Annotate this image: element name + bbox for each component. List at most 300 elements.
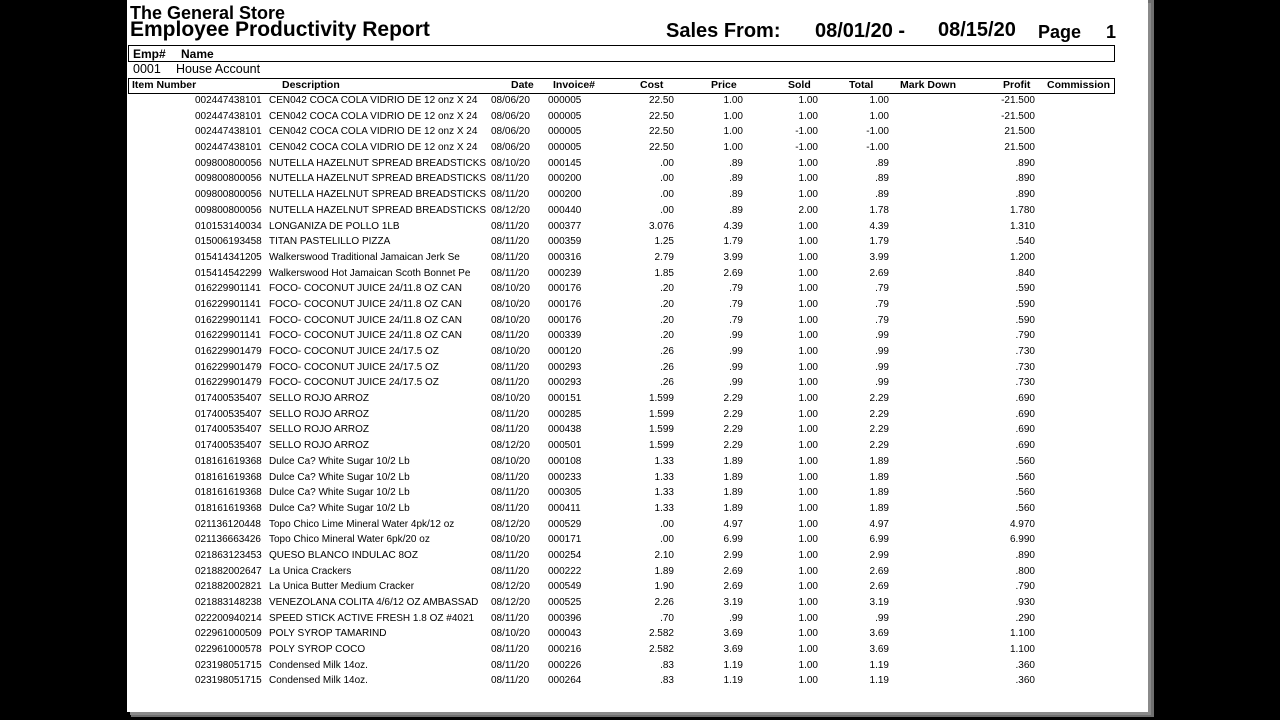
table-row — [127, 393, 1148, 409]
cell-item-number: 016229901479 — [195, 361, 262, 373]
cell-item-number: 018161619368 — [195, 502, 262, 514]
cell-description: Condensed Milk 14oz. — [269, 659, 368, 671]
cell-price: .99 — [729, 346, 743, 357]
cell-cost: .00 — [660, 157, 674, 169]
cell-cost: 22.50 — [648, 142, 674, 154]
cell-item-number: 021136120448 — [195, 518, 261, 530]
cell-description: FOCO- COCONUT JUICE 24/17.5 OZ — [269, 377, 439, 389]
cell-price: .99 — [729, 361, 743, 373]
cell-item-number: 002447438101 — [195, 142, 262, 154]
cell-item-number: 023198051715 — [195, 659, 262, 671]
cell-sold: 1.00 — [798, 267, 818, 279]
cell-profit: -21.500 — [1001, 95, 1035, 106]
cell-description: Dulce Ca? White Sugar 10/2 Lb — [269, 487, 410, 499]
table-row — [127, 299, 1148, 315]
cell-price: 1.79 — [723, 236, 743, 248]
cell-cost: 3.076 — [648, 220, 674, 232]
cell-total: .99 — [875, 377, 889, 389]
cell-cost: 1.599 — [648, 424, 674, 436]
cell-sold: 1.00 — [798, 424, 818, 436]
cell-total: 6.99 — [869, 534, 889, 546]
cell-price: .89 — [729, 173, 743, 185]
cell-invoice: 000293 — [548, 361, 582, 373]
cell-item-number: 021882002821 — [195, 581, 262, 593]
cell-description: SELLO ROJO ARROZ — [269, 393, 370, 405]
cell-item-number: 016229901141 — [195, 330, 261, 342]
cell-price: 1.89 — [723, 502, 743, 514]
cell-cost: 1.89 — [654, 565, 674, 577]
cell-item-number: 021882002647 — [195, 565, 262, 577]
cell-invoice: 000005 — [548, 142, 582, 154]
cell-item-number: 002447438101 — [195, 110, 262, 122]
emp-name-label: Name — [181, 47, 214, 61]
cell-date: 08/11/20 — [491, 502, 530, 514]
cell-item-number: 017400535407 — [195, 440, 262, 452]
table-row — [127, 566, 1148, 582]
cell-total: .99 — [875, 612, 889, 624]
cell-item-number: 009800800056 — [195, 173, 262, 185]
cell-item-number: 016229901479 — [195, 346, 262, 357]
cell-total: 1.89 — [869, 487, 889, 499]
cell-description: NUTELLA HAZELNUT SPREAD BREADSTICKS — [269, 204, 487, 216]
table-row — [127, 409, 1148, 425]
cell-profit: .360 — [1015, 675, 1035, 687]
cell-item-number: 021863123453 — [195, 549, 262, 561]
cell-price: 3.69 — [723, 628, 743, 640]
cell-price: 2.29 — [723, 440, 743, 452]
cell-sold: 1.00 — [798, 173, 818, 185]
cell-date: 08/12/20 — [491, 581, 530, 593]
table-row — [127, 315, 1148, 331]
cell-cost: 1.85 — [654, 267, 674, 279]
cell-total: .79 — [875, 298, 889, 310]
cell-price: 1.89 — [723, 455, 743, 467]
col-description: Description — [282, 79, 340, 91]
cell-item-number: 016229901141 — [195, 283, 261, 295]
cell-date: 08/11/20 — [491, 408, 530, 420]
table-row — [127, 221, 1148, 237]
cell-date: 08/11/20 — [491, 565, 530, 577]
cell-profit: 6.990 — [1009, 534, 1035, 546]
table-row — [127, 205, 1148, 221]
table-row — [127, 268, 1148, 284]
table-row — [127, 283, 1148, 299]
cell-description: QUESO BLANCO INDULAC 8OZ — [269, 549, 418, 561]
table-row — [127, 95, 1148, 111]
cell-sold: 1.00 — [798, 518, 818, 530]
cell-invoice: 000411 — [548, 502, 581, 514]
cell-invoice: 000171 — [548, 534, 582, 546]
cell-price: 4.97 — [723, 518, 743, 530]
cell-description: Dulce Ca? White Sugar 10/2 Lb — [269, 502, 410, 514]
cell-description: FOCO- COCONUT JUICE 24/11.8 OZ CAN — [269, 283, 462, 295]
cell-invoice: 000549 — [548, 581, 582, 593]
cell-cost: .20 — [660, 283, 674, 295]
cell-description: Topo Chico Lime Mineral Water 4pk/12 oz — [269, 518, 455, 530]
cell-sold: 1.00 — [798, 314, 818, 326]
cell-cost: .26 — [660, 346, 674, 357]
cell-cost: 22.50 — [648, 95, 674, 106]
cell-sold: 1.00 — [798, 361, 818, 373]
cell-sold: 1.00 — [798, 487, 818, 499]
cell-cost: 2.26 — [654, 597, 674, 608]
cell-price: 1.00 — [723, 126, 743, 138]
cell-description: CEN042 COCA COLA VIDRIO DE 12 onz X 24 — [269, 142, 478, 154]
cell-date: 08/11/20 — [491, 236, 530, 248]
cell-total: .79 — [875, 314, 889, 326]
cell-profit: 1.100 — [1009, 644, 1035, 656]
cell-price: .89 — [729, 189, 743, 201]
cell-cost: 2.582 — [648, 644, 674, 656]
cell-date: 08/11/20 — [491, 675, 530, 687]
cell-total: 2.69 — [869, 267, 889, 279]
cell-item-number: 022961000509 — [195, 628, 262, 640]
cell-cost: 1.599 — [648, 393, 674, 405]
employee-number: 0001 — [133, 62, 161, 76]
table-row — [127, 487, 1148, 503]
cell-date: 08/10/20 — [491, 393, 530, 405]
cell-date: 08/11/20 — [491, 487, 530, 499]
table-row — [127, 472, 1148, 488]
cell-total: .99 — [875, 346, 889, 357]
cell-invoice: 000145 — [548, 157, 582, 169]
table-row — [127, 142, 1148, 158]
cell-date: 08/10/20 — [491, 346, 530, 357]
cell-description: CEN042 COCA COLA VIDRIO DE 12 onz X 24 — [269, 126, 478, 138]
cell-price: .99 — [729, 330, 743, 342]
cell-item-number: 015414542299 — [195, 267, 262, 279]
cell-profit: .790 — [1015, 581, 1035, 593]
cell-invoice: 000200 — [548, 173, 582, 185]
page-shadow-bottom — [131, 712, 1154, 717]
cell-description: Walkerswood Traditional Jamaican Jerk Se — [269, 251, 460, 263]
cell-total: 4.97 — [869, 518, 889, 530]
table-row — [127, 519, 1148, 535]
table-row — [127, 173, 1148, 189]
cell-cost: .00 — [660, 189, 674, 201]
cell-cost: .83 — [660, 675, 674, 687]
cell-sold: 1.00 — [798, 628, 818, 640]
cell-total: 3.69 — [869, 628, 889, 640]
cell-description: Dulce Ca? White Sugar 10/2 Lb — [269, 471, 410, 483]
cell-sold: 1.00 — [798, 644, 818, 656]
table-row — [127, 581, 1148, 597]
cell-sold: 1.00 — [798, 597, 818, 608]
cell-description: FOCO- COCONUT JUICE 24/17.5 OZ — [269, 346, 439, 357]
cell-profit: .730 — [1015, 361, 1035, 373]
cell-sold: 1.00 — [798, 565, 818, 577]
table-row — [127, 550, 1148, 566]
cell-description: SELLO ROJO ARROZ — [269, 424, 370, 436]
report-title: Employee Productivity Report — [130, 18, 430, 41]
cell-price: 1.19 — [723, 675, 743, 687]
table-row — [127, 377, 1148, 393]
cell-profit: .560 — [1015, 502, 1035, 514]
cell-total: .99 — [875, 330, 889, 342]
cell-profit: .560 — [1015, 487, 1035, 499]
table-row — [127, 644, 1148, 660]
cell-cost: 1.90 — [654, 581, 674, 593]
cell-invoice: 000316 — [548, 251, 582, 263]
cell-total: 2.29 — [869, 424, 889, 436]
cell-item-number: 022200940214 — [195, 612, 262, 624]
table-row — [127, 534, 1148, 550]
cell-total: 3.69 — [869, 644, 889, 656]
cell-price: .99 — [729, 377, 743, 389]
emp-number-label: Emp# — [133, 47, 166, 61]
page-label: Page — [1038, 22, 1082, 42]
cell-invoice: 000226 — [548, 659, 582, 671]
cell-date: 08/11/20 — [491, 644, 530, 656]
cell-description: SELLO ROJO ARROZ — [269, 408, 370, 420]
cell-profit: .890 — [1015, 157, 1035, 169]
table-row — [127, 440, 1148, 456]
cell-sold: 1.00 — [798, 534, 818, 546]
cell-profit: .690 — [1015, 424, 1035, 436]
page-shadow-right — [1148, 0, 1154, 716]
cell-date: 08/10/20 — [491, 628, 530, 640]
col-sold: Sold — [788, 79, 811, 91]
cell-item-number: 009800800056 — [195, 189, 262, 201]
cell-total: -1.00 — [866, 126, 889, 138]
store-name: The General Store — [130, 3, 286, 23]
cell-price: 2.69 — [723, 565, 743, 577]
cell-item-number: 009800800056 — [195, 204, 262, 216]
cell-description: Walkerswood Hot Jamaican Scoth Bonnet Pe — [269, 267, 471, 279]
cell-profit: 1.100 — [1009, 628, 1035, 640]
cell-sold: 2.00 — [798, 204, 818, 216]
cell-date: 08/12/20 — [491, 597, 530, 608]
cell-sold: 1.00 — [798, 659, 818, 671]
cell-total: 2.69 — [869, 581, 889, 593]
cell-total: .89 — [875, 173, 889, 185]
cell-profit: .590 — [1015, 298, 1035, 310]
cell-description: La Unica Butter Medium Cracker — [269, 581, 415, 593]
cell-profit: .690 — [1015, 408, 1035, 420]
cell-price: 2.29 — [723, 408, 743, 420]
cell-cost: .00 — [660, 534, 674, 546]
cell-item-number: 018161619368 — [195, 471, 262, 483]
cell-profit: .290 — [1015, 612, 1035, 624]
cell-price: 3.99 — [723, 251, 743, 263]
employee-name: House Account — [176, 62, 261, 76]
cell-total: .89 — [875, 189, 889, 201]
cell-sold: 1.00 — [798, 549, 818, 561]
cell-total: 2.29 — [869, 393, 889, 405]
cell-profit: .560 — [1015, 471, 1035, 483]
cell-item-number: 017400535407 — [195, 424, 262, 436]
cell-description: LONGANIZA DE POLLO 1LB — [269, 220, 400, 232]
cell-cost: 22.50 — [648, 126, 674, 138]
cell-date: 08/10/20 — [491, 455, 530, 467]
table-row — [127, 424, 1148, 440]
cell-profit: 21.500 — [1004, 142, 1035, 154]
table-row — [127, 597, 1148, 613]
cell-cost: 22.50 — [648, 110, 674, 122]
page-number: 1 — [1106, 22, 1117, 42]
cell-sold: 1.00 — [798, 455, 818, 467]
cell-cost: 2.582 — [648, 628, 674, 640]
cell-date: 08/11/20 — [491, 424, 530, 436]
cell-invoice: 000359 — [548, 236, 582, 248]
table-row — [127, 675, 1148, 691]
cell-sold: 1.00 — [798, 236, 818, 248]
cell-sold: 1.00 — [798, 581, 818, 593]
cell-description: Dulce Ca? White Sugar 10/2 Lb — [269, 455, 410, 467]
cell-total: 1.78 — [869, 204, 889, 216]
table-row — [127, 252, 1148, 268]
cell-cost: 1.599 — [648, 408, 674, 420]
cell-profit: 4.970 — [1009, 518, 1035, 530]
cell-profit: 21.500 — [1004, 126, 1035, 138]
cell-profit: .930 — [1015, 597, 1035, 608]
cell-item-number: 018161619368 — [195, 487, 262, 499]
date-to: 08/15/20 — [938, 19, 1016, 41]
cell-price: 3.19 — [723, 597, 743, 608]
cell-sold: 1.00 — [798, 377, 818, 389]
cell-cost: .00 — [660, 518, 674, 530]
cell-item-number: 009800800056 — [195, 157, 262, 169]
cell-price: 2.29 — [723, 424, 743, 436]
cell-invoice: 000377 — [548, 220, 582, 232]
cell-profit: .690 — [1015, 440, 1035, 452]
cell-total: 3.99 — [869, 251, 889, 263]
cell-price: 1.00 — [723, 95, 743, 106]
cell-date: 08/06/20 — [491, 110, 530, 122]
cell-invoice: 000120 — [548, 346, 582, 357]
cell-profit: .590 — [1015, 314, 1035, 326]
sales-from-label: Sales From: — [666, 20, 781, 42]
cell-price: .99 — [729, 612, 743, 624]
cell-invoice: 000529 — [548, 518, 582, 530]
cell-description: NUTELLA HAZELNUT SPREAD BREADSTICKS — [269, 173, 487, 185]
cell-total: 4.39 — [869, 220, 889, 232]
cell-total: 1.89 — [869, 455, 889, 467]
cell-profit: 1.200 — [1009, 251, 1035, 263]
cell-cost: 1.25 — [654, 236, 674, 248]
cell-total: .99 — [875, 361, 889, 373]
cell-item-number: 010153140034 — [195, 220, 262, 232]
col-invoice: Invoice# — [553, 79, 596, 91]
employee-header-divider — [128, 61, 1114, 62]
cell-invoice: 000216 — [548, 644, 582, 656]
cell-total: 1.79 — [869, 236, 889, 248]
cell-invoice: 000151 — [548, 393, 582, 405]
cell-item-number: 021883148238 — [195, 597, 262, 608]
cell-description: SELLO ROJO ARROZ — [269, 440, 370, 452]
cell-invoice: 000222 — [548, 565, 582, 577]
table-row — [127, 330, 1148, 346]
cell-price: 4.39 — [723, 220, 743, 232]
cell-invoice: 000005 — [548, 126, 582, 138]
cell-sold: 1.00 — [798, 189, 818, 201]
cell-profit: .360 — [1015, 659, 1035, 671]
table-row — [127, 346, 1148, 362]
table-row — [127, 362, 1148, 378]
cell-item-number: 015006193458 — [195, 236, 262, 248]
table-row — [127, 111, 1148, 127]
cell-item-number: 016229901479 — [195, 377, 262, 389]
cell-invoice: 000200 — [548, 189, 582, 201]
cell-profit: .890 — [1015, 173, 1035, 185]
cell-date: 08/11/20 — [491, 251, 530, 263]
cell-description: POLY SYROP TAMARIND — [269, 628, 387, 640]
employee-header — [128, 45, 1115, 62]
cell-price: .79 — [729, 298, 743, 310]
cell-cost: 2.79 — [654, 251, 674, 263]
cell-description: FOCO- COCONUT JUICE 24/17.5 OZ — [269, 361, 439, 373]
column-headers — [128, 78, 1115, 94]
cell-invoice: 000176 — [548, 298, 582, 310]
cell-sold: 1.00 — [798, 408, 818, 420]
cell-price: 1.89 — [723, 471, 743, 483]
cell-invoice: 000264 — [548, 675, 582, 687]
cell-invoice: 000525 — [548, 597, 582, 608]
cell-price: 2.69 — [723, 581, 743, 593]
cell-description: FOCO- COCONUT JUICE 24/11.8 OZ CAN — [269, 330, 462, 342]
report-rows — [127, 95, 1148, 691]
cell-total: 1.19 — [869, 675, 889, 687]
cell-cost: .26 — [660, 361, 674, 373]
cell-cost: .00 — [660, 204, 674, 216]
cell-sold: 1.00 — [798, 251, 818, 263]
cell-date: 08/11/20 — [491, 189, 530, 201]
cell-cost: 1.33 — [654, 455, 674, 467]
cell-cost: .00 — [660, 173, 674, 185]
cell-description: CEN042 COCA COLA VIDRIO DE 12 onz X 24 — [269, 95, 478, 106]
cell-sold: 1.00 — [798, 675, 818, 687]
cell-item-number: 002447438101 — [195, 126, 262, 138]
cell-date: 08/10/20 — [491, 157, 530, 169]
cell-price: .79 — [729, 314, 743, 326]
col-total: Total — [849, 79, 874, 91]
table-row — [127, 189, 1148, 205]
table-row — [127, 660, 1148, 676]
cell-invoice: 000339 — [548, 330, 582, 342]
cell-profit: -21.500 — [1001, 110, 1035, 122]
cell-profit: .800 — [1015, 565, 1035, 577]
cell-total: 2.69 — [869, 565, 889, 577]
cell-total: 2.29 — [869, 440, 889, 452]
table-row — [127, 236, 1148, 252]
cell-date: 08/11/20 — [491, 220, 530, 232]
cell-total: 1.00 — [869, 95, 889, 106]
cell-price: 1.89 — [723, 487, 743, 499]
cell-invoice: 000254 — [548, 549, 582, 561]
cell-description: FOCO- COCONUT JUICE 24/11.8 OZ CAN — [269, 298, 462, 310]
cell-description: TITAN PASTELILLO PIZZA — [269, 236, 391, 248]
cell-price: .79 — [729, 283, 743, 295]
col-price: Price — [711, 79, 737, 91]
cell-sold: 1.00 — [798, 471, 818, 483]
cell-profit: .690 — [1015, 393, 1035, 405]
cell-invoice: 000005 — [548, 95, 582, 106]
cell-sold: 1.00 — [798, 283, 818, 295]
table-row — [127, 456, 1148, 472]
cell-price: .89 — [729, 204, 743, 216]
cell-date: 08/11/20 — [491, 471, 530, 483]
cell-item-number: 022961000578 — [195, 644, 262, 656]
cell-total: 3.19 — [869, 597, 889, 608]
cell-date: 08/11/20 — [491, 549, 530, 561]
cell-description: SPEED STICK ACTIVE FRESH 1.8 OZ #4021 — [269, 612, 475, 624]
cell-sold: 1.00 — [798, 346, 818, 357]
table-row — [127, 126, 1148, 142]
cell-cost: .83 — [660, 659, 674, 671]
cell-invoice: 000438 — [548, 424, 582, 436]
cell-sold: 1.00 — [798, 220, 818, 232]
cell-total: 1.89 — [869, 471, 889, 483]
